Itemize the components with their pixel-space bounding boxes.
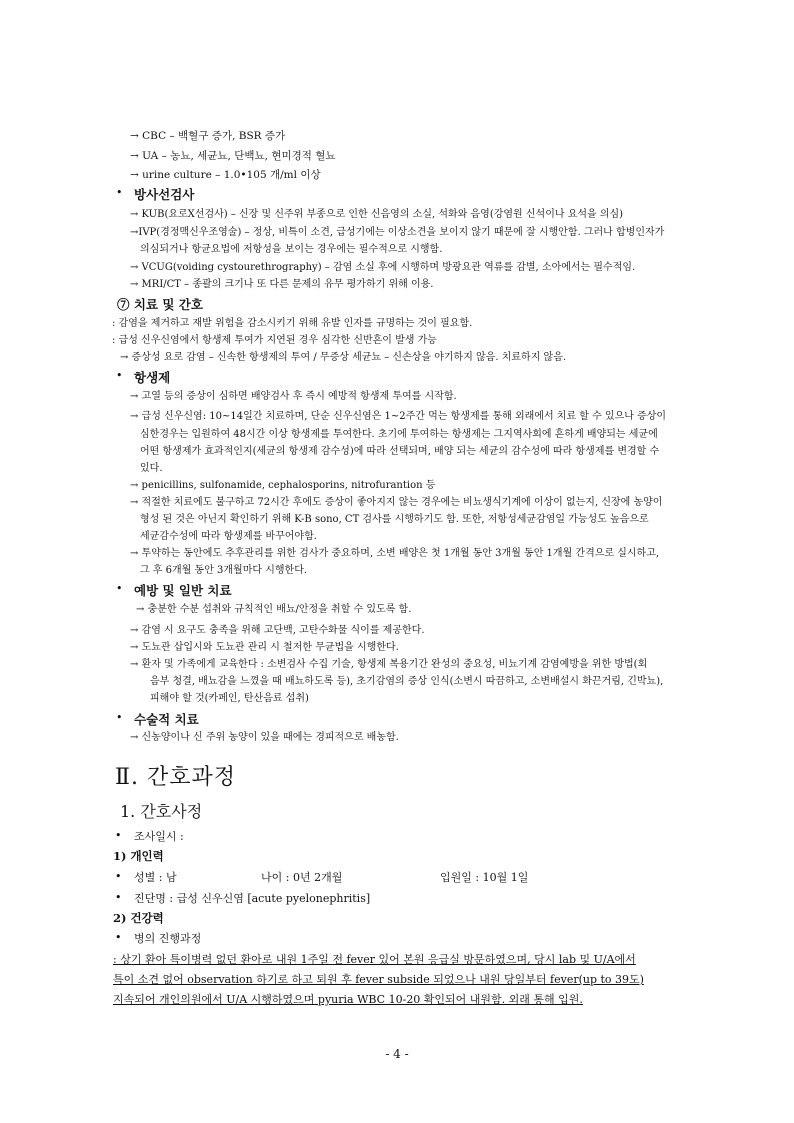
treatment-heading: ⑦ 치료 및 간호: [117, 297, 203, 312]
sex-field: 성별 : 남: [134, 871, 177, 884]
antibiotics-line-11: 그 후 6개월 동안 3개월마다 시행한다.: [140, 565, 308, 576]
prevention-line-3: → 도뇨관 삽입시와 도뇨관 관리 시 철저한 무균법을 시행한다.: [130, 642, 399, 653]
antibiotics-line-7: → 적절한 치료에도 불구하고 72시간 후에도 증상이 좋아지지 않는 경우에는 비뇨생식기계에 이상이 없는지, 신장에 농양이: [130, 497, 663, 508]
bullet: •: [116, 582, 123, 595]
bullet: •: [115, 829, 122, 842]
antibiotics-line-9: 세균감수성에 따라 항생제를 바꾸어야함.: [140, 531, 317, 542]
antibiotics-line-3: 심한경우는 입원하여 48시간 이상 항생제를 투여한다. 초기에 투여하는 항생제는 그지역사회에 흔하게 배양되는 세균에: [140, 429, 658, 440]
course-line-2: 특이 소견 없어 observation 하기로 하고 퇴원 후 fever subside 되었으나 내원 당일부터 fever(up to 39도): [113, 973, 644, 986]
prevention-line-4: → 환자 및 가족에게 교육한다 : 소변검사 수집 기술, 항생제 복용기간 완성의 중요성, 비뇨기계 감염예방을 위한 방법(회: [130, 659, 648, 670]
lab-line-3: → urine culture – 1.0•105 개/ml 이상: [130, 169, 321, 181]
survey-date: 조사일시 :: [134, 830, 184, 843]
treatment-line-3: → 증상성 요로 감염 – 신속한 항생제의 투여 / 무증상 세균뇨 – 신손상을 야기하지 않음. 치료하지 않음.: [120, 352, 567, 363]
radiology-line-2: →IVP(경정맥신우조영술) – 정상, 비특이 소견, 급성기에는 이상소견을 보이지 않기 때문에 잘 시행안함. 그러나 합병인자가: [130, 227, 665, 238]
treatment-line-1: : 감염을 제거하고 재발 위험을 감소시키기 위해 유발 인자를 규명하는 것이 필요함.: [112, 318, 473, 329]
radiology-line-5: → MRI/CT – 종괄의 크기나 또 다른 문제의 유무 평가하기 위해 이용.: [130, 279, 434, 290]
age-field: 나이 : 0년 2개월: [261, 871, 343, 884]
course-line-1: : 상기 환아 특이병력 없던 환아로 내원 1주일 전 fever 있어 본원 응급실 방문하였으며, 당시 lab 및 U/A에서: [113, 953, 636, 966]
surgery-line-1: → 신농양이나 신 주위 농양이 있을 때에는 경피적으로 배농함.: [130, 732, 399, 743]
bullet: •: [115, 931, 122, 944]
prevention-line-6: 피해야 할 것(카페인, 탄산음료 섭취): [150, 693, 309, 704]
antibiotics-heading: 항생제: [134, 370, 171, 385]
antibiotics-line-8: 형성 된 것은 아닌지 확인하기 위해 K-B sono, CT 검사를 시행하기도 함. 또한, 저항성세균감염일 가능성도 높음으로: [140, 514, 649, 525]
course-line-3: 지속되어 개인의원에서 U/A 시행하였으며 pyuria WBC 10-20 확인되어 내원함. 외래 통해 입원.: [113, 993, 583, 1006]
prevention-line-5: 음부 청결, 배뇨감을 느꼈을 때 배뇨하도록 등), 초기감염의 증상 인식(소변시 따끔하고, 소변배설시 화끈거림, 긴박뇨),: [150, 676, 664, 687]
admission-date-field: 입원일 : 10월 1일: [440, 871, 529, 884]
bullet: •: [116, 711, 123, 724]
antibiotics-line-1: → 고열 등의 증상이 심하면 배양검사 후 즉시 예방적 항생제 투여를 시작함.: [130, 391, 457, 402]
bullet: •: [116, 186, 123, 199]
diagnosis-field: 진단명 : 급성 신우신염 [acute pyelonephritis]: [134, 892, 371, 905]
radiology-line-4: → VCUG(voiding cystourethrography) – 감염 소실 후에 시행하며 방광요관 역류를 감별, 소아에서는 필수적임.: [130, 262, 636, 273]
lab-line-2: → UA – 농뇨, 세균뇨, 단백뇨, 현미경적 혈뇨: [130, 150, 336, 162]
subsection-title: 1. 간호사정: [120, 802, 203, 821]
antibiotics-line-6: → penicillins, sulfonamide, cephalosporins, nitrofurantion 등: [130, 480, 436, 491]
prevention-line-1: → 충분한 수분 섭취와 규칙적인 배뇨/안정을 취할 수 있도록 함.: [136, 604, 412, 615]
section-title: Ⅱ. 간호과정: [115, 765, 236, 790]
treatment-line-2: : 급성 신우신염에서 항생제 투여가 지연된 경우 심각한 신반흔이 발생 가능: [112, 335, 437, 346]
bullet: •: [116, 369, 123, 382]
bullet: •: [115, 891, 122, 904]
antibiotics-line-10: → 투약하는 동안에도 추후관리를 위한 검사가 중요하며, 소변 배양은 첫 1개월 동안 3개월 동안 1개월 간격으로 실시하고,: [130, 548, 660, 559]
antibiotics-line-2: → 급성 신우신염: 10~14일간 치료하며, 단순 신우신염은 1~2주간 먹는 항생제를 통해 외래에서 치료 할 수 있으나 증상이: [130, 411, 667, 422]
lab-line-1: → CBC – 백혈구 증가, BSR 증가: [130, 130, 286, 142]
bullet: •: [115, 870, 122, 883]
radiology-line-1: → KUB(요로X선검사) – 신장 및 신주위 부종으로 인한 신음영의 소실, 석화와 음영(강염원 신석이나 요석을 의심): [130, 209, 624, 220]
prevention-line-2: → 감염 시 요구도 충족을 위해 고단백, 고탄수화물 식이를 제공한다.: [130, 625, 425, 636]
prevention-heading: 예방 및 일반 치료: [134, 583, 232, 598]
personal-history-heading: 1) 개인력: [113, 849, 164, 863]
course-label: 병의 진행과정: [134, 932, 202, 945]
page-number: - 4 -: [385, 1047, 409, 1061]
health-history-heading: 2) 건강력: [113, 911, 164, 925]
surgery-heading: 수술적 치료: [134, 712, 199, 727]
radiology-heading: 방사선검사: [134, 187, 195, 202]
antibiotics-line-5: 있다.: [140, 463, 163, 474]
radiology-line-3: 의심되거나 항균요법에 저항성을 보이는 경우에는 필수적으로 시행함.: [140, 244, 443, 255]
antibiotics-line-4: 어떤 항생제가 효과적인지(세균의 항생제 감수성)에 따라 선택되며, 배양 되는 세균의 감수성에 따라 항생제를 변경할 수: [140, 446, 660, 457]
